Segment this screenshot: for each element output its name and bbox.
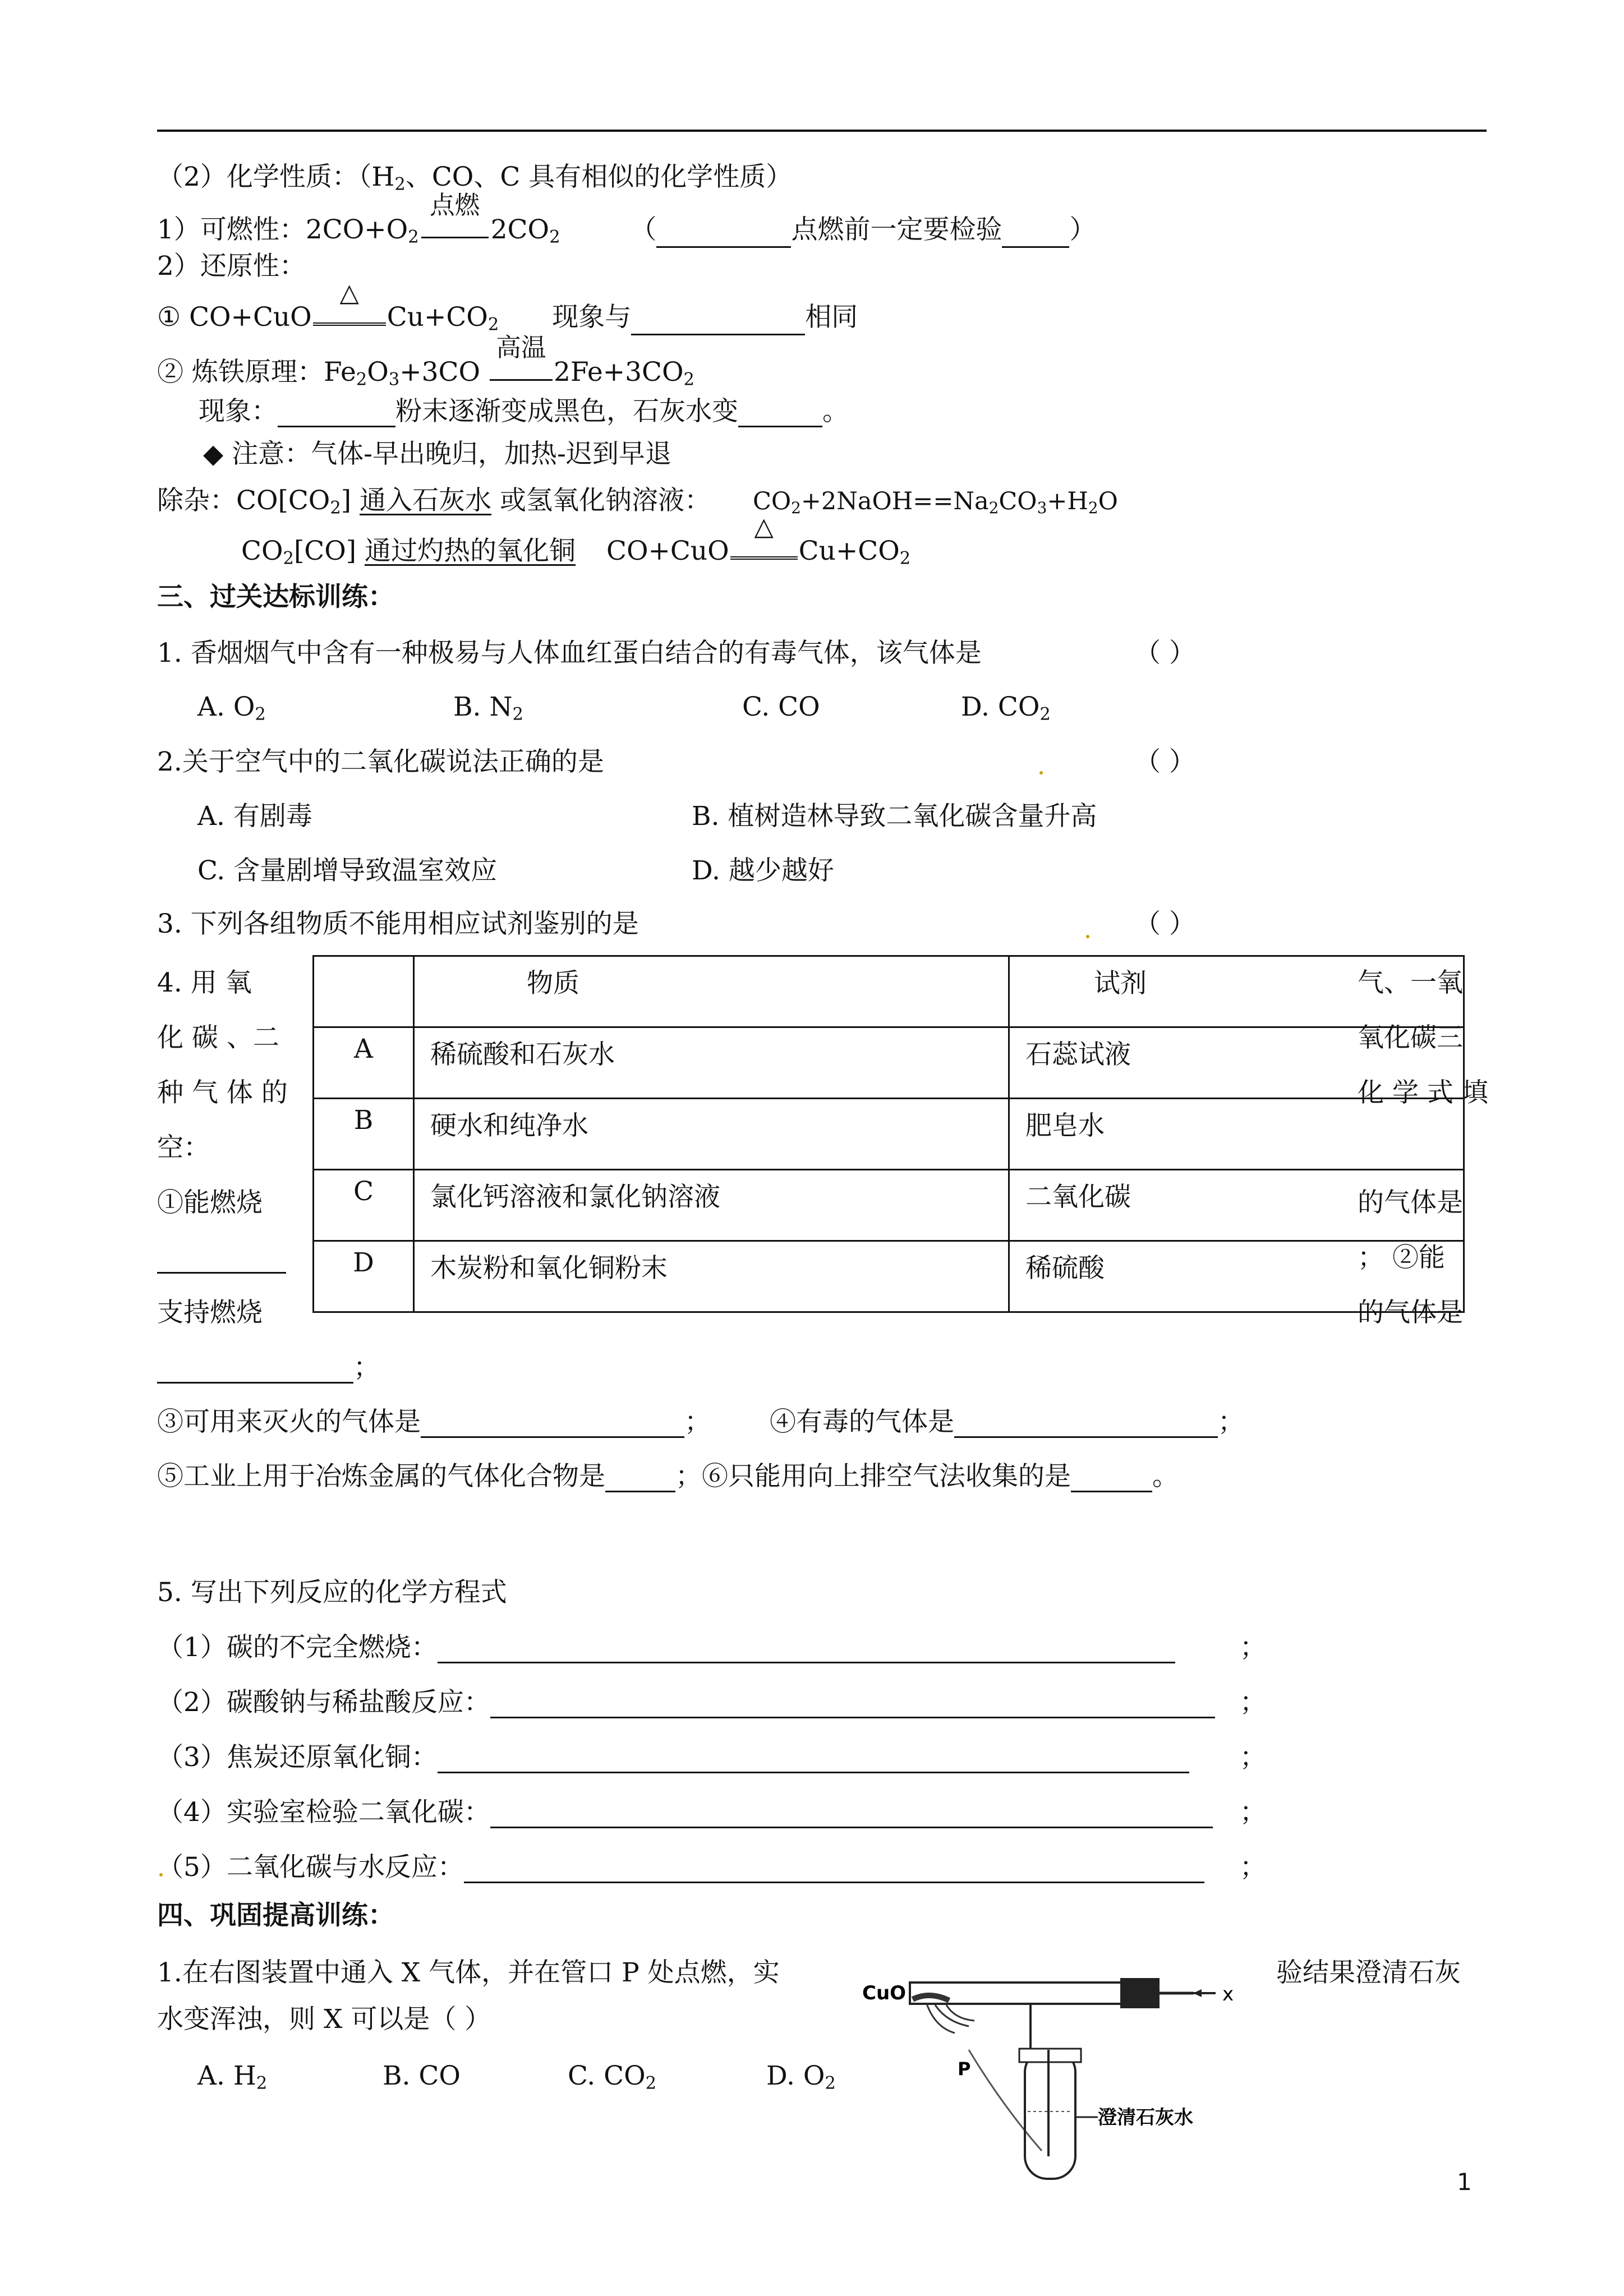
reagent-table [312,955,1465,1313]
phenomenon: 现象： 粉末逐渐变成黑色，石灰水变 。 [199,396,849,427]
q5-semicolon: ； [1240,1632,1266,1663]
s4-option-b: B. CO [383,2060,461,2091]
tube-stopper [1019,2049,1081,2062]
answer-paren-2: （ ） [1134,746,1195,777]
answer-paren-1: （ ） [1134,638,1195,668]
stopper [1120,1978,1160,2008]
cuo-powder [913,1995,949,2000]
q4-left-7: 支持燃烧 [157,1297,263,1328]
table-cell: 硬水和纯净水 [414,1099,1009,1170]
q2-option-d: D. 越少越好 [692,855,834,886]
q4-left-3: 种 气 体 的 [157,1077,288,1108]
q4-line-4: ⑤工业上用于冶炼金属的气体化合物是 ；⑥只能用向上排空气法收集的是 。 [157,1461,1179,1492]
header-rule [157,130,1487,132]
iron-smelting: ② 炼铁原理：$Fe_2O_3+3CO$ 高温 $2Fe+3CO_2$ [157,333,694,390]
q4-right-1: 气、一氧 [1358,967,1463,998]
q4-right-5: 的气体是 [1358,1187,1463,1218]
section-title: （2）化学性质：（$H_2$、CO、C 具有相似的化学性质） [157,162,793,195]
reducibility-title: 2）还原性： [157,251,306,282]
s4-option-c: C. $CO_2$ [568,2060,657,2094]
q4-line-3: ③可用来灭火的气体是 ； ④有毒的气体是 ； [157,1407,1244,1437]
q4-right-2: 氧化碳三 [1358,1022,1463,1053]
apparatus-figure [857,1966,1250,2184]
table-cell: D [314,1241,414,1312]
stray-dot [1086,935,1089,938]
cuo-label: CuO [862,1982,907,2004]
answer-paren-3: （ ） [1134,909,1195,939]
question-3: 3. 下列各组物质不能用相应试剂鉴别的是 [157,909,639,939]
table-row [314,1099,1464,1170]
page-number: 1 [1457,2168,1472,2196]
question-2: 2.关于空气中的二氧化碳说法正确的是 [157,746,604,777]
q4-right-7: 的气体是 [1358,1297,1463,1328]
q1-option-c: C. CO [742,691,820,722]
impurity-removal-2: $CO_2[CO]$ 通过灼热的氧化铜 CO+CuO △ $Cu+CO_2$ [241,511,911,569]
table-row [314,1027,1464,1099]
table-cell: C [314,1170,414,1241]
q4-blank-1 [157,1242,286,1274]
section-3-heading: 三、过关达标训练： [157,582,394,612]
table-row [314,1170,1464,1241]
table-cell: 木炭粉和氧化铜粉末 [414,1241,1009,1312]
flame [927,2004,974,2033]
q4-left-5: ①能燃烧 [157,1187,263,1218]
stray-dot [1039,771,1043,774]
arrow-head [1193,1989,1202,1997]
s4-question-1a: 1.在右图装置中通入 X 气体，并在管口 P 处点燃，实 [157,1957,780,1988]
q4-left-4: 空： [157,1132,210,1163]
s4-option-a: A. $H_2$ [197,2060,268,2094]
table-row [314,1241,1464,1312]
q4-left-2: 化 碳 、二 [157,1022,279,1053]
s4-question-1b: 验结果澄清石灰 [1276,1957,1461,1988]
table-cell: 石蕊试液 [1009,1027,1464,1099]
table-cell: 二氧化碳 [1009,1170,1464,1241]
table-cell: 肥皂水 [1009,1099,1464,1170]
table-cell: 氯化钙溶液和氯化钠溶液 [414,1170,1009,1241]
table-header-row [314,956,1464,1027]
flammability-line: 1）可燃性：$2CO+O_2$ 点燃 $2CO_2$ （ 点燃前一定要检验 ） [157,190,1096,247]
p-label: P [958,2058,971,2080]
table-cell: 稀硫酸 [1009,1241,1464,1312]
q4-left-1: 4. 用 氧 [157,967,252,998]
q1-option-d: D. $CO_2$ [961,691,1051,725]
question-1: 1. 香烟烟气中含有一种极易与人体血红蛋白结合的有毒气体，该气体是 [157,638,982,668]
q5-item-3: （3）焦炭还原氧化铜： [157,1742,1189,1773]
q5-semicolon: ； [1240,1852,1266,1883]
limewater-label: 澄清石灰水 [1098,2106,1193,2129]
table-header-cell: 试剂 [1009,956,1464,1027]
gas-path [969,2050,1042,2151]
reaction-cuo: ① CO+CuO △ $Cu+CO_2$ 现象与 相同 [157,278,858,335]
s4-question-1c: 水变浑浊，则 X 可以是（ ） [157,2004,491,2035]
q1-option-b: B. $N_2$ [453,691,523,725]
q1-option-a: A. $O_2$ [197,691,266,725]
q2-option-b: B. 植树造林导致二氧化碳含量升高 [692,801,1097,832]
q5-semicolon: ； [1240,1797,1266,1828]
note: ◆ 注意：气体-早出晚归，加热-迟到早退 [203,439,671,469]
table-header-cell: 物质 [414,956,1009,1027]
question-5: 5. 写出下列反应的化学方程式 [157,1577,507,1608]
q5-semicolon: ； [1240,1742,1266,1773]
section-4-heading: 四、巩固提高训练： [157,1900,394,1931]
table-header-cell [314,956,414,1027]
q4-right-6: ； ②能 [1358,1242,1445,1273]
q5-semicolon: ； [1240,1687,1266,1718]
q5-item-5: （5）二氧化碳与水反应： [157,1852,1204,1883]
x-label: x [1222,1983,1234,2005]
q5-item-4: （4）实验室检验二氧化碳： [157,1797,1213,1828]
q4-blank-2: ； [157,1352,380,1384]
table-cell: B [314,1099,414,1170]
s4-option-d: D. $O_2$ [766,2060,836,2094]
q2-option-c: C. 含量剧增导致温室效应 [197,855,498,886]
q5-item-2: （2）碳酸钠与稀盐酸反应： [157,1687,1215,1718]
test-tube [1025,2050,1075,2179]
q5-item-1: （1）碳的不完全燃烧： [157,1632,1175,1663]
impurity-removal-1: 除杂：$CO[CO_2]$ 通入石灰水 或氢氧化钠溶液： $CO_2+2NaOH==Na_2CO_3+H_2O$ [157,485,1118,518]
q4-right-3: 化 学 式 填 [1358,1077,1488,1108]
table-cell: A [314,1027,414,1099]
table-cell: 稀硫酸和石灰水 [414,1027,1009,1099]
q2-option-a: A. 有剧毒 [197,801,312,832]
